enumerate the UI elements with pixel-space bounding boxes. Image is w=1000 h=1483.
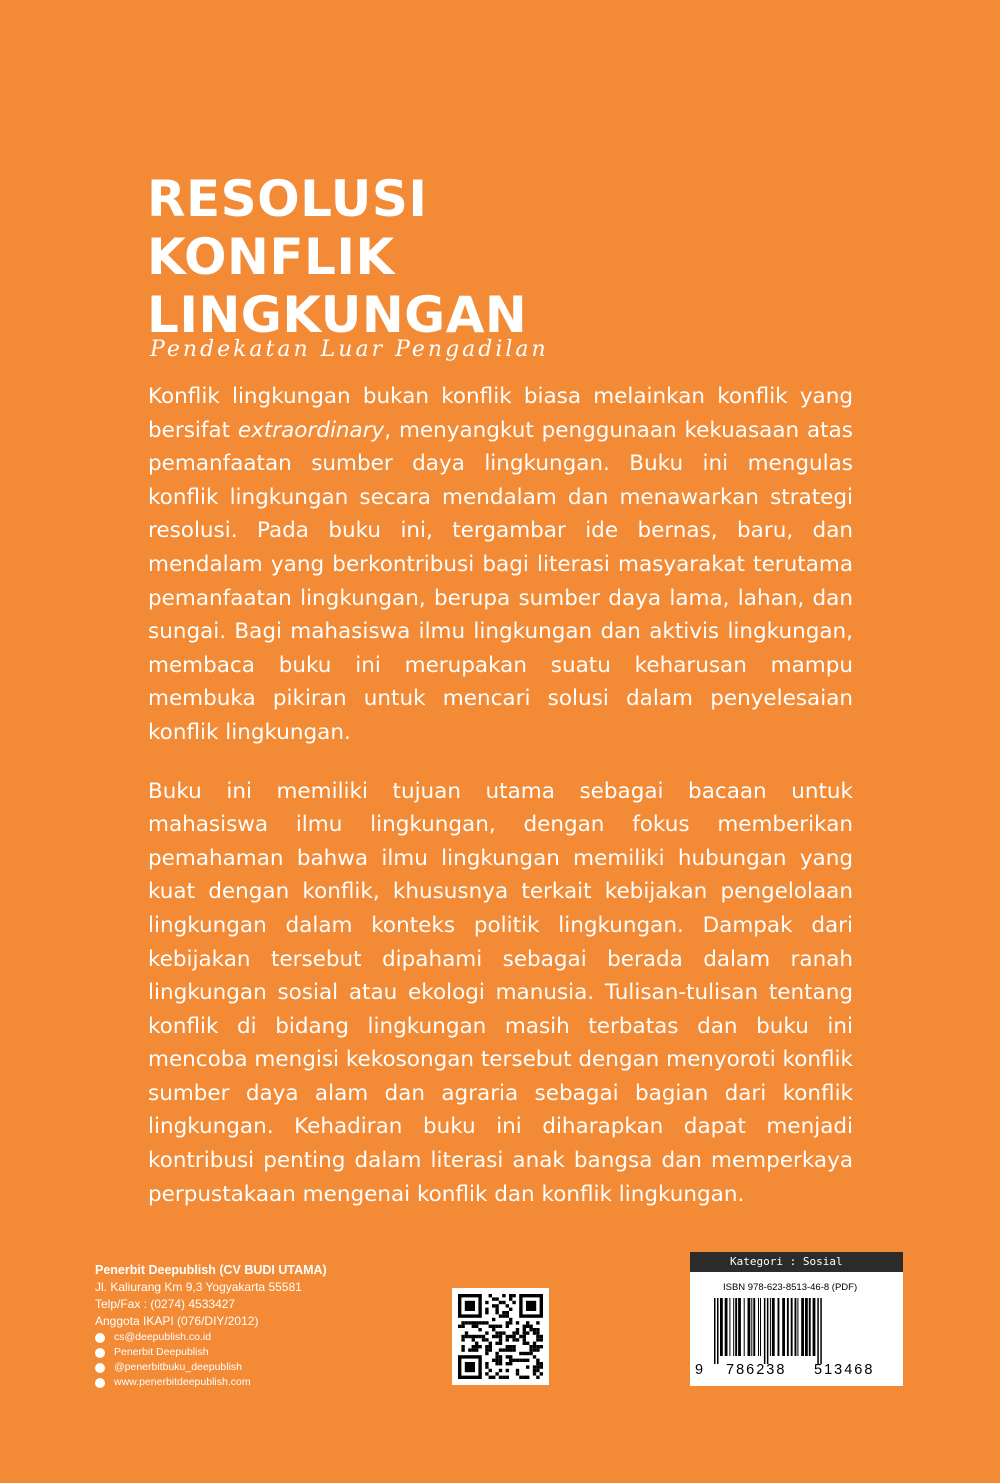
p1-italic-word: extraordinary [237, 417, 385, 443]
facebook-text: Penerbit Deepublish [114, 1346, 209, 1358]
category-label: Kategori : Sosial [690, 1252, 903, 1272]
facebook-icon [95, 1348, 105, 1358]
publisher-phone: Telp/Fax : (0274) 4533427 [95, 1297, 236, 1311]
contact-instagram [95, 1360, 327, 1375]
title-line-1: RESOLUSI [147, 170, 428, 228]
barcode-graphic [704, 1298, 890, 1364]
globe-icon [95, 1378, 105, 1388]
isbn-barcode-box [690, 1252, 903, 1386]
synopsis-paragraph-1 [148, 380, 853, 750]
contact-facebook [95, 1345, 327, 1360]
email-icon [95, 1333, 105, 1343]
contact-email [95, 1330, 327, 1345]
publisher-name: Penerbit Deepublish (CV BUDI UTAMA) [95, 1263, 327, 1277]
title-line-3: LINGKUNGAN [147, 286, 528, 344]
barcode-digits-left: 786238 [726, 1362, 787, 1378]
barcode-digit-first: 9 [695, 1362, 704, 1378]
email-text: cs@deepublish.co.id [114, 1331, 212, 1343]
book-title [147, 170, 527, 344]
publisher-address: Jl. Kaliurang Km 9,3 Yogyakarta 55581 [95, 1280, 302, 1294]
instagram-text: @penerbitbuku_deepublish [114, 1361, 243, 1373]
synopsis [148, 380, 853, 1236]
contact-website [95, 1375, 327, 1390]
instagram-icon [95, 1363, 105, 1373]
publisher-info [95, 1262, 327, 1390]
website-text: www.penerbitdeepublish.com [114, 1376, 251, 1388]
publisher-member: Anggota IKAPI (076/DIY/2012) [95, 1314, 259, 1328]
p1-text-start: Konflik lingkungan bukan konflik biasa melainkan konflik yang bersifat [148, 384, 853, 443]
qr-code [452, 1288, 549, 1385]
isbn-text: ISBN 978-623-8513-46-8 (PDF) [723, 1282, 858, 1293]
p1-text-end: , menyangkut penggunaan kekuasaan atas pemanfaatan sumber daya lingkungan. Buku ini mengulas konflik lingkungan secara mendalam dan menawarkan strategi resolusi. Pada buku ini, tergambar ide bernas, baru, dan mendalam yang berkontribusi bagi literasi masyarakat terutama pemanfaatan lingkungan, berupa sumber daya lama, lahan, dan sungai. Bagi mahasiswa ilmu lingkungan dan aktivis lingkungan, membaca buku ini merupakan suatu keharusan mampu membuka pikiran untuk mencari solusi dalam penyelesaian konflik lingkungan. [148, 417, 853, 745]
qr-code-graphic [452, 1288, 549, 1385]
synopsis-paragraph-2: Buku ini memiliki tujuan utama sebagai bacaan untuk mahasiswa ilmu lingkungan, dengan fokus memberikan pemahaman bahwa ilmu lingkungan memiliki hubungan yang kuat dengan konflik, khususnya terkait kebijakan pengelolaan lingkungan dalam konteks politik lingkungan. Dampak dari kebijakan tersebut dipahami sebagai berada dalam ranah lingkungan sosial atau ekologi manusia. Tulisan-tulisan tentang konflik di bidang lingkungan masih terbatas dan buku ini mencoba mengisi kekosongan tersebut dengan menyoroti konflik sumber daya alam dan agraria sebagai bagian dari konflik lingkungan. Kehadiran buku ini diharapkan dapat menjadi kontribusi penting dalam literasi anak bangsa dan memperkaya perpustakaan mengenai konflik dan konflik lingkungan. [148, 778, 853, 1207]
book-subtitle: Pendekatan Luar Pengadilan [150, 337, 549, 362]
barcode-digits-right: 513468 [814, 1362, 875, 1378]
title-line-2: KONFLIK [147, 228, 395, 286]
